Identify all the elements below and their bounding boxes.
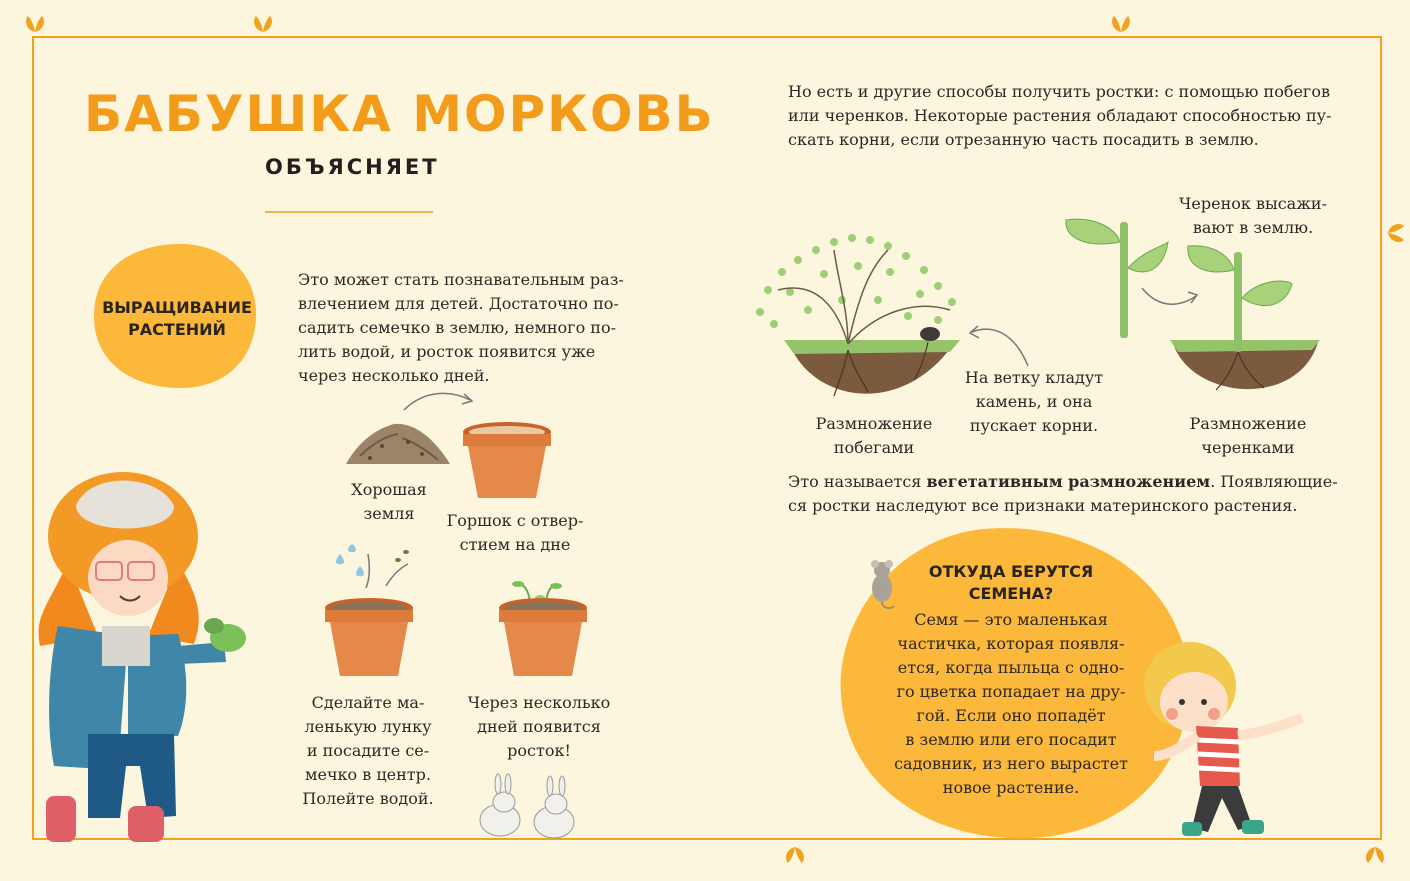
badge-line-1: ВЫРАЩИВАНИЕ (102, 298, 252, 317)
cutting-illustration (1060, 212, 1170, 342)
caption-line: мечко в центр. (305, 765, 431, 784)
leaf-ornament-icon (22, 14, 48, 34)
caption-line: Размножение (1189, 414, 1307, 433)
caption-pot (440, 509, 590, 557)
page-subtitle: ОБЪЯСНЯЕТ (265, 155, 440, 179)
right-intro-line: или черенков. Некоторые растения обладают способностью пу- (788, 106, 1332, 125)
bunnies-illustration (472, 772, 586, 842)
caption-plant-seed (298, 691, 438, 811)
caption-sprout (458, 691, 620, 763)
intro-line: через несколько дней. (298, 366, 490, 385)
bold-term: вегетативным размножением (926, 472, 1211, 491)
page-title: БАБУШКА МОРКОВЬ (84, 85, 715, 143)
title-divider (265, 211, 433, 213)
caption-line: Хорошая (351, 480, 427, 499)
intro-line: Это может стать познавательным раз- (298, 270, 624, 289)
leaf-ornament-icon (250, 14, 276, 34)
caption-cutting-note (1168, 192, 1338, 240)
caption-line: Черенок высажи- (1179, 194, 1327, 213)
seeds-title-line: ОТКУДА БЕРУТСЯ (928, 562, 1094, 581)
arrow-icon (400, 388, 476, 414)
intro-line: садить семечко в землю, немного по- (298, 318, 616, 337)
intro-line: влечением для детей. Достаточно по- (298, 294, 619, 313)
caption-line: побегами (833, 438, 915, 457)
caption-line: Размножение (815, 414, 933, 433)
vegetative-paragraph (788, 470, 1358, 518)
caption-line: Полейте водой. (302, 789, 434, 808)
caption-line: Горшок с отвер- (446, 511, 584, 530)
soil-pile-illustration (342, 416, 454, 468)
caption-line: дней появится (477, 717, 601, 736)
leaf-ornament-icon (1108, 14, 1134, 34)
seeds-body-line: го цветка попадает на дру- (896, 682, 1126, 701)
caption-line: черенками (1201, 438, 1295, 457)
water-drops-icon (326, 544, 416, 592)
empty-pot-illustration (460, 420, 554, 502)
caption-line: камень, и она (975, 392, 1093, 411)
caption-line: и посадите се- (306, 741, 430, 760)
vegetative-line-2: ся ростки наследуют все признаки материнского растения. (788, 496, 1298, 515)
pot-with-soil-illustration (322, 596, 416, 680)
right-intro-line: скать корни, если отрезанную часть посадить в землю. (788, 130, 1259, 149)
arrow-icon (964, 322, 1036, 370)
caption-line: Через несколько (467, 693, 611, 712)
seeds-body-line: гой. Если оно попадёт (916, 706, 1106, 725)
caption-line: земля (363, 504, 415, 523)
badge-line-2: РАСТЕНИЙ (128, 320, 226, 339)
caption-line: Сделайте ма- (311, 693, 425, 712)
caption-cuttings (1170, 412, 1326, 460)
seeds-body-line: в землю или его посадит (905, 730, 1117, 749)
caption-line: На ветку кладут (964, 368, 1104, 387)
caption-line: вают в землю. (1192, 218, 1314, 237)
caption-line: росток! (507, 741, 571, 760)
shrub-layering-illustration (738, 220, 972, 410)
caption-line: стием на дне (459, 535, 571, 554)
pot-with-sprout-illustration (496, 576, 590, 680)
caption-shoots (800, 412, 948, 460)
caption-line: пускает корни. (969, 416, 1099, 435)
grandma-character-illustration (28, 466, 258, 846)
intro-paragraph (298, 268, 628, 388)
seeds-body-line: ется, когда пыльца с одно- (897, 658, 1125, 677)
seeds-body (880, 608, 1142, 800)
seeds-body-line: частичка, которая появля- (897, 634, 1125, 653)
seeds-body-line: новое растение. (942, 778, 1080, 797)
leaf-ornament-icon (782, 845, 808, 865)
caption-line: ленькую лунку (304, 717, 432, 736)
mouse-icon (864, 556, 900, 612)
vegetative-line-1 (788, 470, 1358, 494)
text-span: . Появляющие- (1210, 472, 1338, 491)
seeds-body-line: садовник, из него вырастет (894, 754, 1128, 773)
seeds-title (905, 561, 1117, 605)
right-intro-line: Но есть и другие способы получить ростки: с помощью побегов (788, 82, 1330, 101)
leaf-ornament-icon (1384, 220, 1406, 246)
text-span: Это называется (788, 472, 927, 491)
planted-cutting-illustration (1168, 240, 1322, 402)
right-intro-paragraph (788, 80, 1348, 152)
caption-stone (954, 366, 1114, 438)
boy-character-illustration (1142, 636, 1316, 846)
caption-soil (328, 478, 450, 526)
section-badge-label (90, 297, 264, 341)
seeds-body-line: Семя — это маленькая (914, 610, 1108, 629)
leaf-ornament-icon (1362, 845, 1388, 865)
seeds-title-line: СЕМЕНА? (968, 584, 1054, 603)
intro-line: лить водой, и росток появится уже (298, 342, 596, 361)
